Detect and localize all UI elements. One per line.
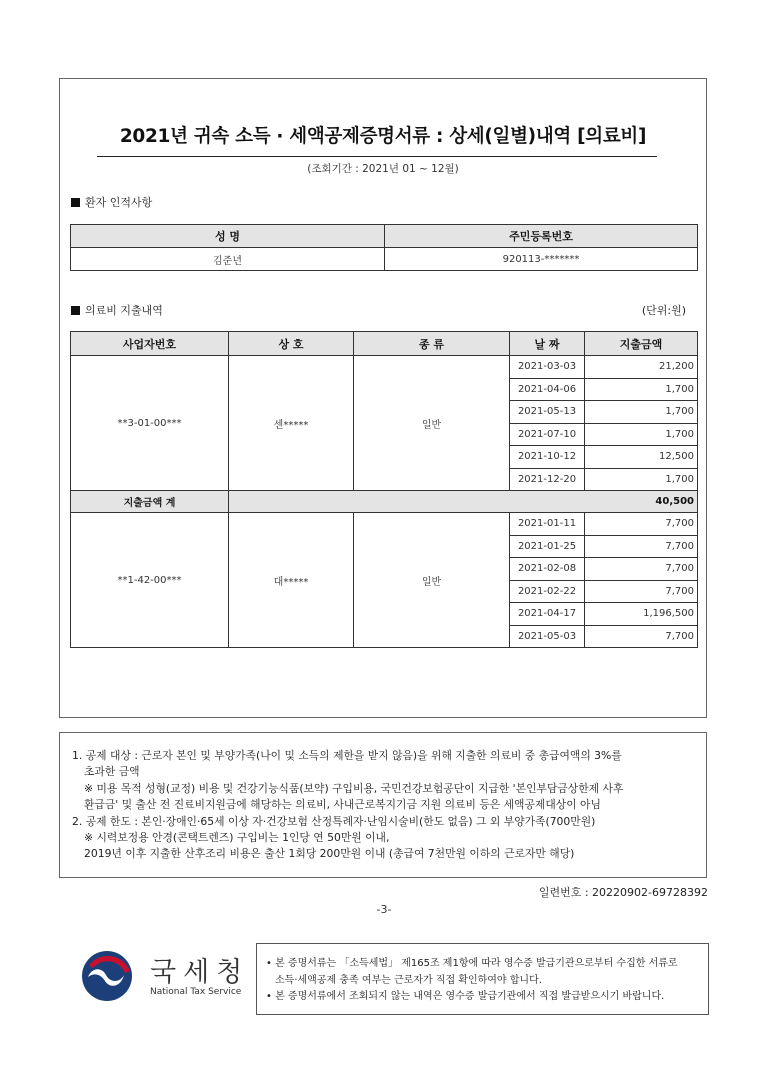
- note-line: 초과한 금액: [84, 765, 140, 779]
- note-line: ※ 미용 목적 성형(교정) 비용 및 건강기능식품(보약) 구입비용, 국민건강보험공단이 지급한 '본인부담금상한제 사후: [84, 781, 624, 795]
- expense-section-heading: [71, 302, 163, 318]
- note-line: 환급금' 및 출산 전 진료비지원금에 해당하는 의료비, 사내근로복지기금 지원 의료비 등은 세액공제대상이 아님: [84, 798, 601, 812]
- date-cell: 2021-03-03: [510, 356, 585, 379]
- title-divider: [97, 156, 657, 157]
- amount-cell: 7,700: [585, 558, 698, 581]
- date-cell: 2021-02-08: [510, 558, 585, 581]
- date-cell: 2021-04-17: [510, 603, 585, 626]
- nts-logo-icon: [80, 949, 134, 1003]
- note-line: 2. 공제 한도 : 본인·장애인·65세 이상 자·건강보험 산정특례자·난임시술비(한도 없음) 그 외 부양가족(700만원): [72, 814, 596, 828]
- medical-expense-table: [70, 331, 698, 648]
- unit-label: (단위:원): [641, 304, 686, 317]
- amount-cell: 7,700: [585, 513, 698, 536]
- serial-number: 일련번호 : 20220902-69728392: [538, 886, 708, 899]
- date-cell: 2021-07-10: [510, 423, 585, 446]
- nts-logo-english: National Tax Service: [150, 987, 242, 997]
- nts-logo-korean: 국세청: [150, 957, 250, 988]
- patient-info-table: [70, 224, 698, 271]
- date-cell: 2021-05-13: [510, 401, 585, 424]
- amount-cell: 1,700: [585, 468, 698, 491]
- subtotal-label: 지출금액 계: [71, 491, 229, 513]
- table-row: [71, 513, 698, 536]
- table-row: [71, 248, 698, 271]
- amount-cell: 1,700: [585, 401, 698, 424]
- table-header-row: [71, 225, 698, 248]
- biz-no-cell: **1-42-00***: [71, 513, 229, 648]
- date-cell: 2021-05-03: [510, 625, 585, 648]
- date-cell: 2021-12-20: [510, 468, 585, 491]
- square-bullet-icon: [71, 306, 80, 315]
- subtotal-row: [71, 491, 698, 513]
- header-date: 날 짜: [510, 332, 585, 356]
- note-line: 1. 공제 대상 : 근로자 본인 및 부양가족(나이 및 소득의 제한을 받지 않음)을 위해 지출한 의료비 중 총급여액의 3%를: [72, 749, 622, 762]
- note-line: ※ 시력보정용 안경(콘택트렌즈) 구입비는 1인당 연 50만원 이내,: [84, 831, 390, 845]
- document-title: 2021년 귀속 소득 · 세액공제증명서류 : 상세(일별)내역 [의료비]: [119, 126, 647, 147]
- type-cell: 일반: [354, 356, 510, 491]
- amount-cell: 21,200: [585, 356, 698, 379]
- amount-cell: 1,700: [585, 423, 698, 446]
- amount-cell: 7,700: [585, 535, 698, 558]
- date-cell: 2021-10-12: [510, 446, 585, 469]
- note-line: 2019년 이후 지출한 산후조리 비용은 출산 1회당 200만원 이내 (총급여 7천만원 이하의 근로자만 해당): [84, 847, 575, 861]
- date-cell: 2021-04-06: [510, 378, 585, 401]
- company-cell: 대*****: [229, 513, 354, 648]
- deduction-notes: [72, 748, 702, 863]
- date-cell: 2021-02-22: [510, 580, 585, 603]
- square-bullet-icon: [71, 198, 80, 207]
- table-header-row: [71, 332, 698, 356]
- table-row: [71, 356, 698, 379]
- header-amount: 지출금액: [585, 332, 698, 356]
- subtotal-amount: 40,500: [229, 491, 698, 513]
- amount-cell: 7,700: [585, 625, 698, 648]
- header-type: 종 류: [354, 332, 510, 356]
- patient-section-label: 환자 인적사항: [85, 196, 153, 209]
- amount-cell: 12,500: [585, 446, 698, 469]
- patient-name: 김준년: [71, 248, 385, 271]
- query-period: (조회기간 : 2021년 01 ~ 12월): [307, 163, 459, 175]
- header-rrn: 주민등록번호: [385, 225, 698, 248]
- notice-line: • 본 증명서류에서 조회되지 않는 내역은 영수증 발급기관에서 직접 발급받으시기 바랍니다.: [266, 991, 665, 1002]
- header-name: 성 명: [71, 225, 385, 248]
- date-cell: 2021-01-11: [510, 513, 585, 536]
- company-cell: 센*****: [229, 356, 354, 491]
- expense-section-label: 의료비 지출내역: [85, 304, 163, 317]
- amount-cell: 7,700: [585, 580, 698, 603]
- notice-line: 소득·세액공제 충족 여부는 근로자가 직접 확인하여야 합니다.: [275, 974, 542, 986]
- patient-rrn: 920113-*******: [385, 248, 698, 271]
- patient-section-heading: [71, 194, 152, 210]
- header-company: 상 호: [229, 332, 354, 356]
- biz-no-cell: **3-01-00***: [71, 356, 229, 491]
- amount-cell: 1,700: [585, 378, 698, 401]
- date-cell: 2021-01-25: [510, 535, 585, 558]
- page-number: -3-: [376, 903, 392, 916]
- header-biz-no: 사업자번호: [71, 332, 229, 356]
- notice-line: • 본 증명서류는 「소득세법」 제165조 제1항에 따라 영수증 발급기관으로부터 수집한 서류로: [266, 958, 678, 969]
- amount-cell: 1,196,500: [585, 603, 698, 626]
- certificate-notice: [266, 956, 706, 1006]
- type-cell: 일반: [354, 513, 510, 648]
